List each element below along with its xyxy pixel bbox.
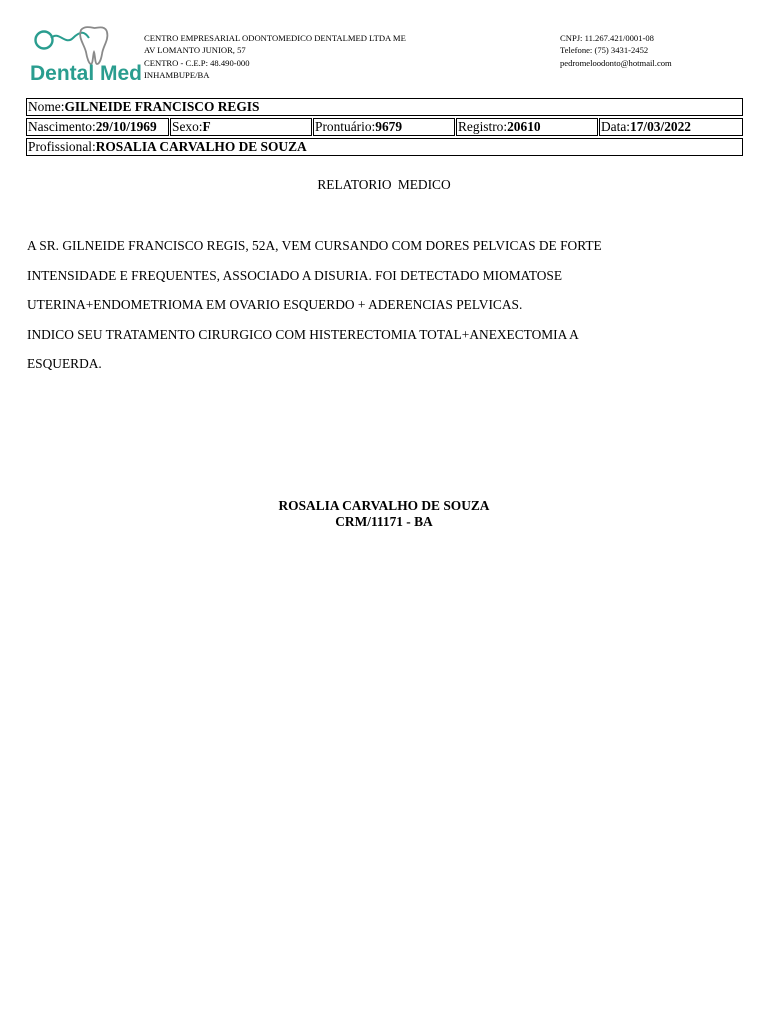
report-line: ESQUERDA. [27,356,102,372]
report-line: INDICO SEU TRATAMENTO CIRURGICO COM HISTERECTOMIA TOTAL+ANEXECTOMIA A [27,326,579,342]
report-body [27,236,647,384]
report-title: RELATORIO MEDICO [317,177,451,192]
patient-registry: 20610 [507,119,541,134]
clinic-phone: Telefone: (75) 3431-2452 [560,45,649,56]
registry-label: Registro: [458,119,508,134]
clinic-district-cep: CENTRO - C.E.P: 48.490-000 [144,57,250,68]
patient-record: 9679 [375,119,403,134]
clinic-info [144,32,406,82]
dentalmed-logo [29,24,142,85]
clinic-address: AV LOMANTO JUNIOR, 57 [144,45,246,56]
patient-name: GILNEIDE FRANCISCO REGIS [64,99,260,114]
patient-name-box [26,98,743,116]
sex-label: Sexo: [172,119,203,134]
report-date: 17/03/2022 [630,119,692,134]
logo-wave-icon [51,33,89,41]
report-line: UTERINA+ENDOMETRIOMA EM OVARIO ESQUERDO + ADERENCIAS PELVICAS. [27,297,523,313]
date-box [599,118,743,136]
report-line: A SR. GILNEIDE FRANCISCO REGIS, 52A, VEM CURSANDO COM DORES PELVICAS DE FORTE [27,238,602,253]
logo-text-med: Med [100,62,142,85]
record-box [313,118,455,136]
birth-label: Nascimento: [28,119,96,134]
professional-box [26,138,743,156]
patient-birth: 29/10/1969 [95,119,157,134]
signature-block [0,498,768,529]
clinic-city: INHAMBUPE/BA [144,70,210,81]
registry-box [456,118,598,136]
birth-box [26,118,169,136]
clinic-cnpj: CNPJ: 11.267.421/0001-08 [560,33,654,43]
name-label: Nome: [28,99,65,114]
report-line: INTENSIDADE E FREQUENTES, ASSOCIADO A DISURIA. FOI DETECTADO MIOMATOSE [27,267,563,283]
logo-text-dental: Dental [30,62,95,85]
record-label: Prontuário: [315,119,376,134]
logo-circle-icon [36,32,53,49]
clinic-name: CENTRO EMPRESARIAL ODONTOMEDICO DENTALMED LTDA ME [144,33,406,43]
sex-box [170,118,312,136]
contact-info [560,32,672,69]
patient-sex: F [202,119,211,134]
professional-name: ROSALIA CARVALHO DE SOUZA [95,139,307,154]
professional-label: Profissional: [28,139,96,154]
signature-name: ROSALIA CARVALHO DE SOUZA [278,498,490,513]
date-label: Data: [601,119,630,134]
signature-crm: CRM/11171 - BA [335,513,433,529]
clinic-email: pedromeloodonto@hotmail.com [560,57,672,68]
